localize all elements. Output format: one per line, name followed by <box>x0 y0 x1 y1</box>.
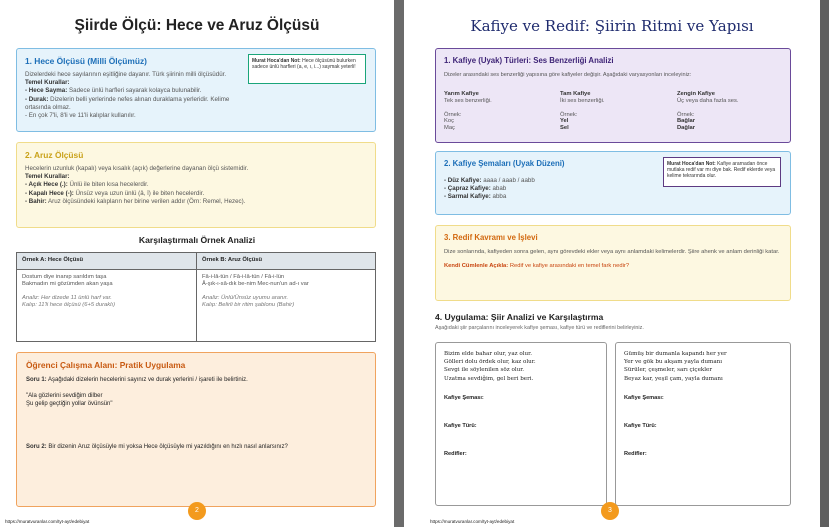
question-2: Soru 2: Bir dizenin Aruz ölçüsüyle mi yoksa Hece ölçüsüyle mi yazıldığını en hızlı nasıl anlarsınız? <box>26 443 288 450</box>
table-row <box>17 269 376 341</box>
hece-title: 1. Hece Ölçüsü (Milli Ölçümüz) <box>25 56 147 66</box>
aruz-rule: - Kapalı Hece (-): Ünsüz veya uzun ünlü (â, î) ile biten hecelerdir. <box>25 189 205 197</box>
poem-line: Bizim elde bahar olur, yaz olur. <box>444 351 532 357</box>
right-page <box>404 0 820 527</box>
example-line: Bakmadın mi gözümden akan yaşa <box>22 281 113 288</box>
redif-question: Kendi Cümlenle Açıkla: Redif ve kafiye arasındaki en temel fark nedir? <box>444 263 630 270</box>
poem-line: Gölleri dolu ördek olur, kaz olur. <box>444 359 536 366</box>
kafiye-types-description: Dizeler arasındaki ses benzerliği yapısına göre kafiyeler değişir. Aşağıdaki varyasyonları inceleyiniz: <box>444 72 692 78</box>
kafiye-scheme-label: Kafiye Şeması: <box>624 394 664 401</box>
right-edge-strip <box>820 0 829 527</box>
scheme-item: - Sarmal Kafiye: abba <box>444 193 507 201</box>
example-line: Fâ-i-lâ-tün / Fâ-i-lâ-tün / Fâ-i-lün <box>202 273 285 280</box>
footer-url[interactable]: https://muratvuranlar.com/tyt-ayt/edebiyat <box>430 519 515 524</box>
hece-description: Dizelerdeki hece sayılarının eşitliğine dayanır. Türk şiirinin milli ölçüsüdür. <box>25 71 227 78</box>
quote-line: "Ala gözlerini sevdiğim dilber <box>26 393 103 400</box>
redif-description: Dize sonlarında, kafiyeden sonra gelen, aynı görevdeki ekler veya aynı anlamdaki kelimelerdir. Şiire ahenk ve anlam derinliği katar. <box>444 249 780 255</box>
column-header-b: Örnek B: Aruz Ölçüsü <box>197 253 376 270</box>
analysis-line: Analiz: Her dizede 11 ünlü harf var. <box>22 294 112 301</box>
poem-line: Beyaz kar, yeşil çam, yayla dumanı <box>624 375 723 382</box>
kafiye-type-column: Zengin Kafiye Üç veya daha fazla ses. Örnek: Bağlar Dağlar <box>677 91 739 132</box>
kafiye-type-label: Kafiye Türü: <box>444 422 477 429</box>
aruz-rule: - Bahir: Aruz ölçüsündeki kalıpların her birine verilen addır (Örn: Remel, Hezec). <box>25 197 246 205</box>
redif-title: 3. Redif Kavramı ve İşlevi <box>444 233 538 242</box>
comparison-heading: Karşılaştırmalı Örnek Analizi <box>138 235 256 245</box>
redif-label: Redifler: <box>624 450 647 457</box>
left-page <box>0 0 394 527</box>
teacher-note: Murat Hoca'dan Not: Kafiye ararnadan önce mutlaka redif var mı diye bak. Redif eklerde veya kelime tekrarında olur. <box>663 157 781 187</box>
aruz-section <box>16 142 376 228</box>
analysis-line: Kalıp: Belirli bir ritim şablonu (Bahir) <box>202 302 295 309</box>
kafiye-schemes-title: 2. Kafiye Şemaları (Uyak Düzeni) <box>444 159 565 168</box>
comparison-table <box>16 252 376 342</box>
practice-title: 4. Uygulama: Şiir Analizi ve Karşılaştırma <box>435 312 604 322</box>
page-title: Şiirde Ölçü: Hece ve Aruz Ölçüsü <box>74 17 320 34</box>
practice-section <box>16 352 376 507</box>
kafiye-types-title: 1. Kafiye (Uyak) Türleri: Ses Benzerliği Analizi <box>444 56 614 65</box>
analysis-line: Analiz: Ünlü/Ünsüz uyumu aranır. <box>202 294 289 301</box>
hece-rule: - Durak: Dizelerin belli yerlerinde nefes alınan duraklama yerleridir. Kelime ortasında olmaz. <box>25 95 230 111</box>
poem-line: Uzatma sevdiğim, gel beri beri. <box>444 375 534 382</box>
practice-description: Aşağıdaki şiir parçalarını inceleyerek kafiye şeması, kafiye türü ve rediflerini belirleyiniz. <box>435 325 644 331</box>
question-1: Soru 1: Aşağıdaki dizelerin hecelerini sayınız ve durak yerlerini / işareti ile belirtiniz. <box>26 377 248 383</box>
poem-line: Yer ve gök bu akşam yayla dumanı <box>624 359 723 366</box>
column-header-a: Örnek A: Hece Ölçüsü <box>17 253 197 270</box>
aruz-title: 2. Aruz Ölçüsü <box>25 150 84 160</box>
redif-label: Redifler: <box>444 450 467 457</box>
hece-rules-title: Temel Kurallar: <box>25 79 70 87</box>
hece-rule: - Hece Sayma: Sadece ünlü harfleri sayarak kolayca bulunabilir. <box>25 87 202 95</box>
aruz-rules-title: Temel Kurallar: <box>25 173 70 181</box>
kafiye-scheme-label: Kafiye Şeması: <box>444 394 484 401</box>
analysis-line: Kalıp: 11'li hece ölçüsü (6+5 duraklı) <box>22 302 115 309</box>
poem-card <box>615 342 791 506</box>
poem-line: Gümüş bir dumanla kapandı her yer <box>624 351 727 357</box>
page-number: 3 <box>601 502 619 520</box>
kafiye-type-column: Yarım Kafiye Tek ses benzerliği. Örnek: Koç Maç <box>444 91 492 132</box>
poem-card <box>435 342 607 506</box>
poem-line: Sürüler, çeşmeler, sarı çiçekler <box>624 367 713 374</box>
kafiye-type-label: Kafiye Türü: <box>624 422 657 429</box>
quote-line: Şu gelip geçtiğin yollar övünsün" <box>26 401 113 408</box>
page-title: Kafiye ve Redif: Şiirin Ritmi ve Yapısı <box>470 17 754 35</box>
scheme-item: - Çapraz Kafiye: abab <box>444 185 507 193</box>
teacher-note: Murat Hoca'dan Not: Hece ölçüsünü bulurken sadece ünlü harfleri (a, e, ı, i...) saymak yeterli! <box>248 54 366 84</box>
footer-url[interactable]: https://muratvuranlar.com/tyt-ayt/edebiyat <box>5 519 90 524</box>
scheme-item: - Düz Kafiye: aaaa / aaab / aabb <box>444 177 535 184</box>
poem-line: Sevgi ile söylenilen söz olur. <box>444 367 525 374</box>
example-line: Â-şık-ı-sâ-dık be-nim Mec-nun'un ad-ı var <box>202 281 309 288</box>
hece-rule: - En çok 7'li, 8'li ve 11'li kalıplar kullanılır. <box>25 112 136 120</box>
practice-title: Öğrenci Çalışma Alanı: Pratik Uygulama <box>26 360 186 370</box>
kafiye-type-column: Tam Kafiye İki ses benzerliği. Örnek: Yel Sel <box>560 91 605 132</box>
redif-section <box>435 225 791 301</box>
example-line: Dostum diye inanıp sarıldım taşa <box>22 273 107 280</box>
page-number: 2 <box>188 502 206 520</box>
aruz-rule: - Açık Hece (.): Ünlü ile biten kısa hecelerdir. <box>25 181 149 189</box>
aruz-description: Hecelerin uzunluk (kapalı) veya kısalık (açık) değerlerine dayanan ölçü sistemidir. <box>25 165 249 172</box>
